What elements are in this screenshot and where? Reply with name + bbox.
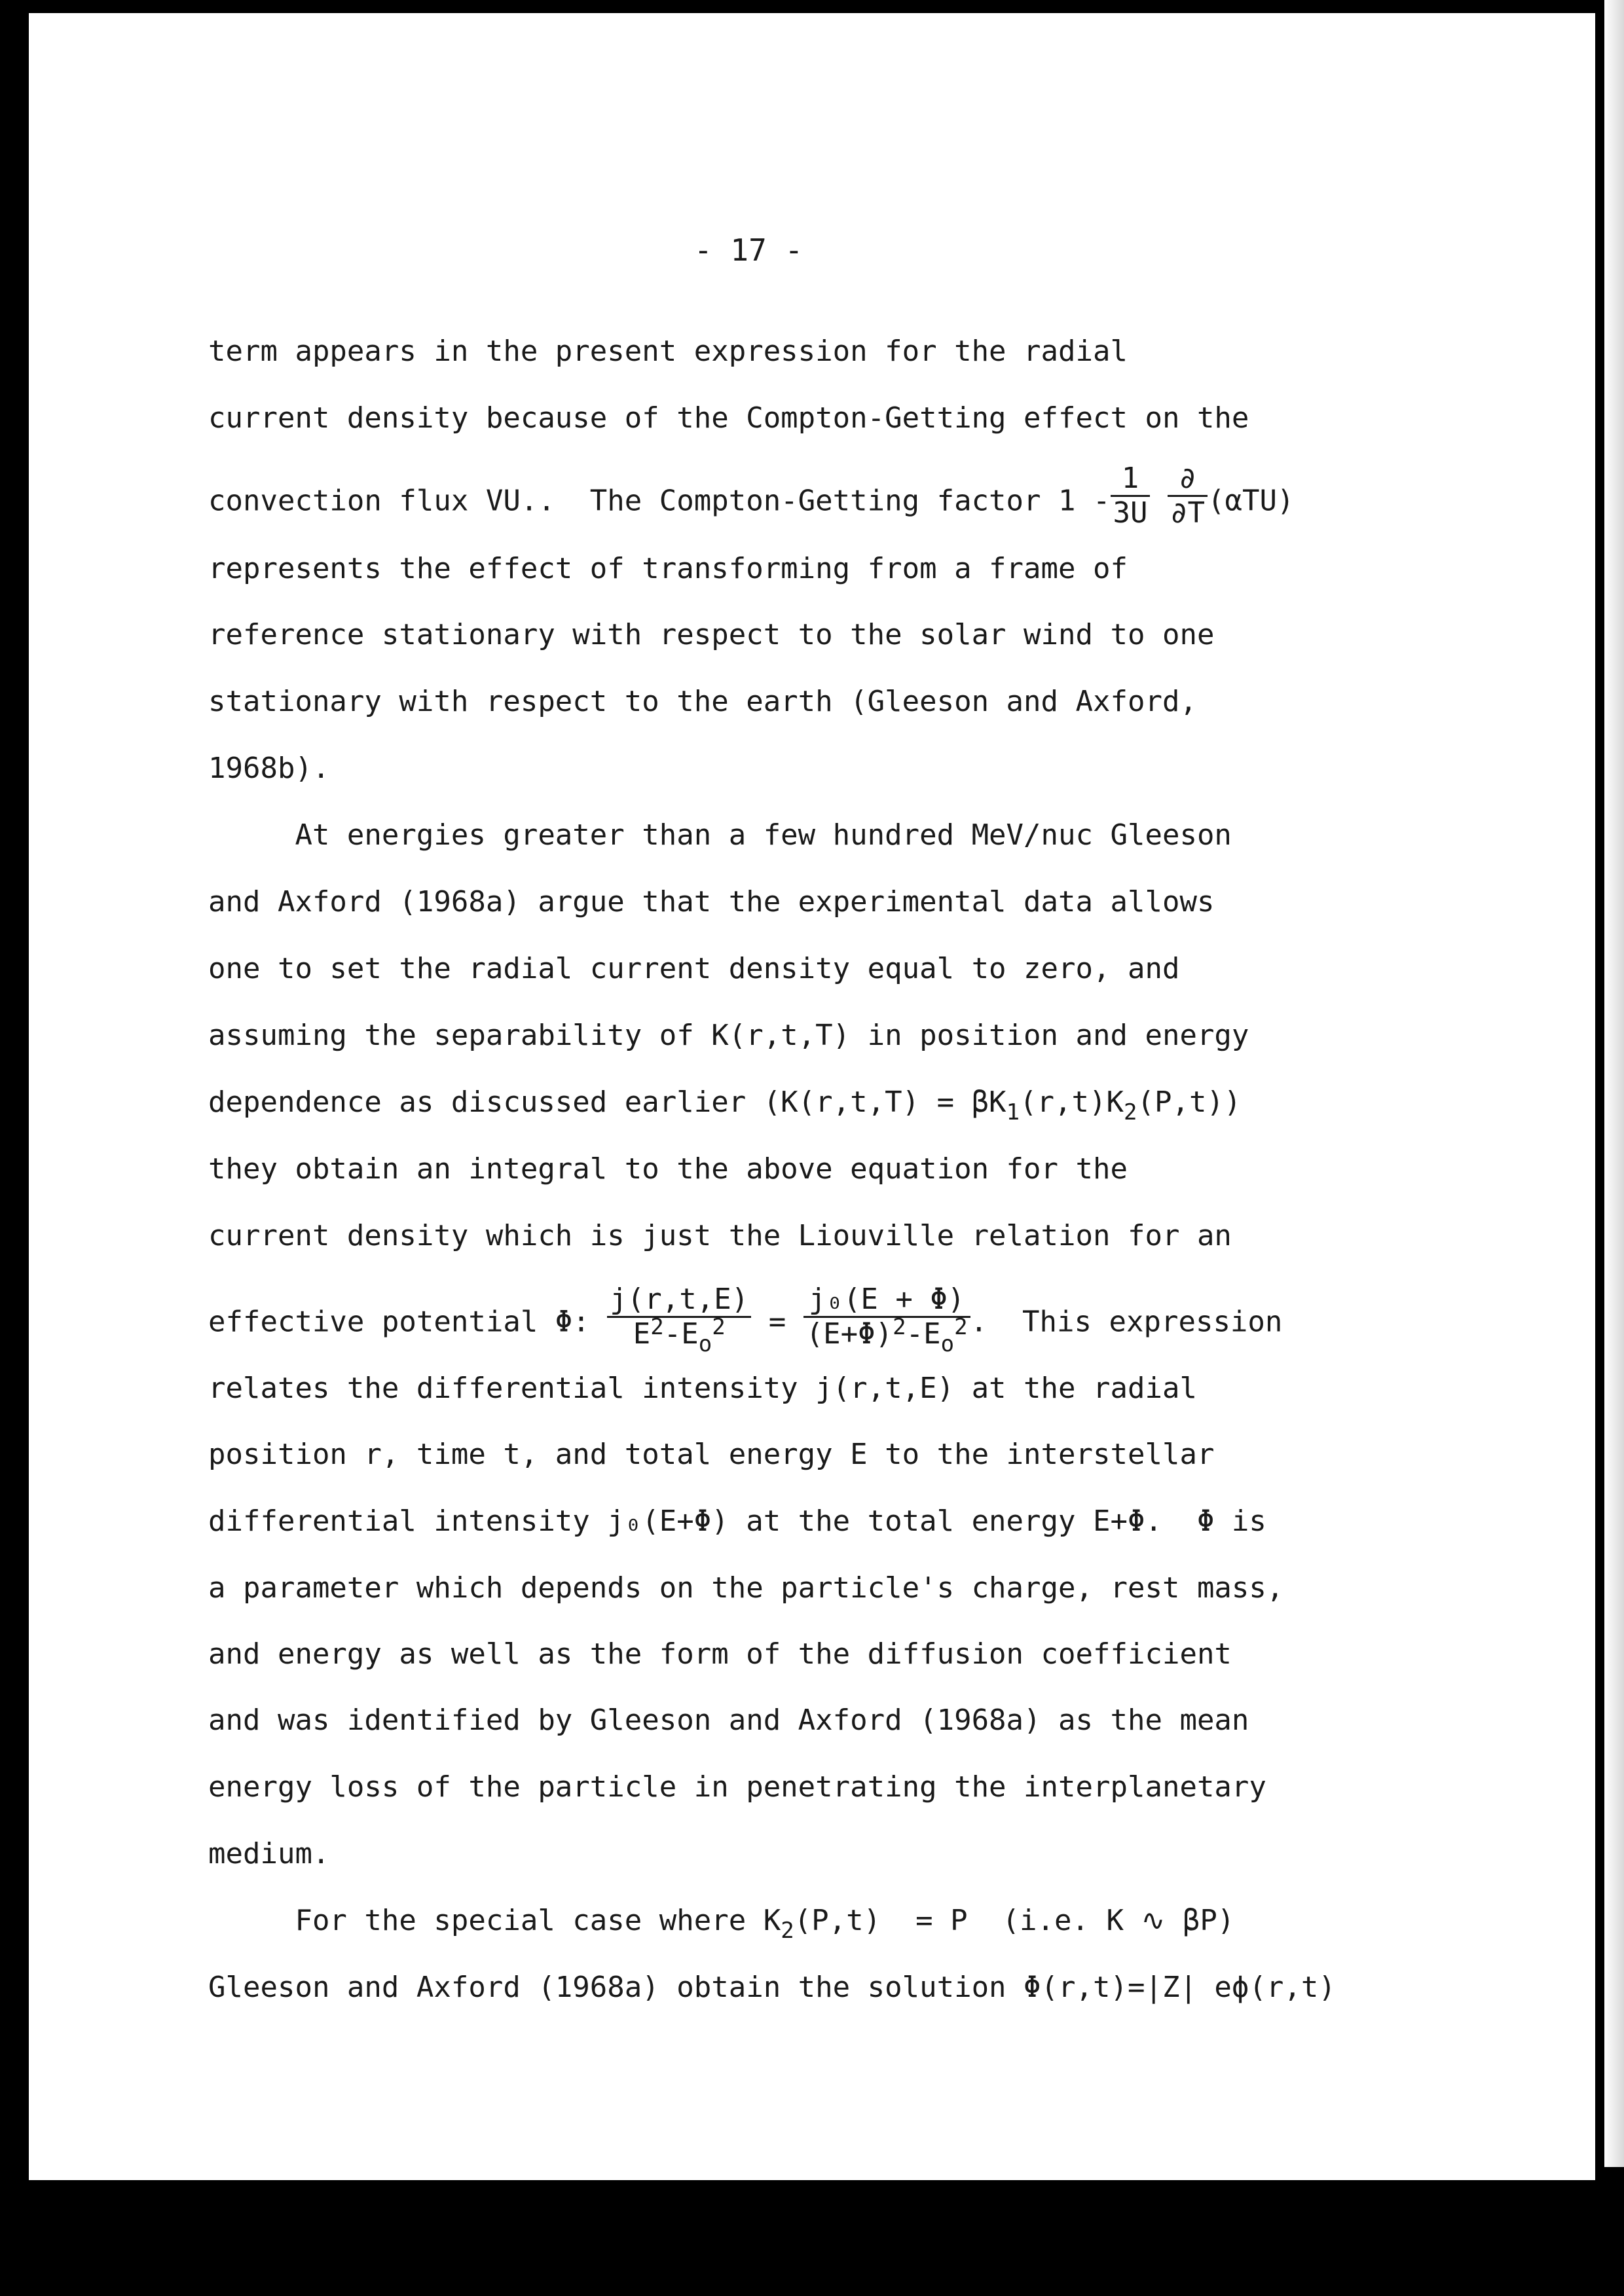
text-line-11: assuming the separability of K(r,t,T) in position and energy: [208, 1019, 1249, 1052]
den-part: -E: [906, 1317, 941, 1351]
fraction-numerator: j₀(E + Φ): [803, 1285, 970, 1318]
text-line-23: medium.: [208, 1837, 330, 1870]
superscript: 2: [954, 1314, 968, 1341]
subscript: 2: [781, 1918, 794, 1944]
text-line-21: and was identified by Gleeson and Axford (1968a) as the mean: [208, 1704, 1249, 1737]
den-part: E: [633, 1317, 651, 1351]
fraction-denominator: ∂T: [1170, 496, 1205, 530]
fraction-numerator: 1: [1111, 464, 1151, 497]
fraction-denominator: [803, 1314, 970, 1358]
fraction-numerator: j(r,t,E): [607, 1285, 751, 1318]
text-line-3-end: (αTU): [1207, 484, 1295, 518]
fraction-numerator: ∂: [1168, 464, 1208, 497]
text-line-2: current density because of the Compton-Getting effect on the: [208, 401, 1249, 435]
text-line-17: position r, time t, and total energy E to the interstellar: [208, 1438, 1215, 1471]
subscript: o: [940, 1331, 955, 1358]
text-line-25: Gleeson and Axford (1968a) obtain the solution Φ(r,t)=|Z| eϕ(r,t): [208, 1971, 1336, 2004]
text-line-10: one to set the radial current density equal to zero, and: [208, 952, 1180, 985]
text-line-12-mid: (r,t)K: [1020, 1085, 1124, 1119]
equals-sign: =: [751, 1305, 803, 1339]
den-part: -E: [663, 1317, 699, 1351]
superscript: 2: [893, 1314, 906, 1341]
text-line-15-end: . This expression: [970, 1305, 1283, 1339]
subscript: o: [698, 1331, 712, 1358]
superscript: 2: [712, 1314, 726, 1341]
text-line-20: and energy as well as the form of the diffusion coefficient: [208, 1637, 1232, 1671]
subscript: 2: [1124, 1099, 1137, 1125]
fraction-denominator: 3U: [1113, 496, 1148, 530]
liouville-fraction-2: [803, 1283, 970, 1358]
text-line-6: stationary with respect to the earth (Gleeson and Axford,: [208, 685, 1197, 718]
text-line-14: current density which is just the Liouville relation for an: [208, 1219, 1232, 1252]
subscript: 1: [1006, 1099, 1020, 1125]
text-line-8: At energies greater than a few hundred MeV/nuc Gleeson: [208, 818, 1232, 852]
liouville-fraction-1: [607, 1283, 751, 1358]
text-line-15-start: effective potential Φ:: [208, 1305, 608, 1339]
text-line-15: [208, 1283, 1452, 1358]
text-line-12-end: (P,t)): [1137, 1085, 1242, 1119]
text-line-24-end: (P,t) = P (i.e. K ∿ βP): [794, 1904, 1235, 1937]
text-line-24-start: For the special case where K: [208, 1904, 781, 1937]
text-line-4: represents the effect of transforming from a frame of: [208, 552, 1128, 585]
text-line-5: reference stationary with respect to the solar wind to one: [208, 618, 1215, 651]
text-line-7: 1968b).: [208, 752, 330, 785]
compton-fraction-2: [1168, 464, 1208, 528]
text-line-22: energy loss of the particle in penetrating the interplanetary: [208, 1770, 1266, 1804]
page-number: - 17 -: [694, 232, 803, 268]
text-line-12: [208, 1085, 1452, 1125]
compton-fraction-1: [1111, 464, 1151, 528]
text-line-3-start: convection flux VU.. The Compton-Getting factor 1 -: [208, 484, 1111, 518]
page-edge-shadow: [1604, 0, 1624, 2167]
text-line-13: they obtain an integral to the above equation for the: [208, 1152, 1128, 1186]
den-part: (E+Φ): [805, 1317, 893, 1351]
text-line-3: [208, 462, 1452, 535]
fraction-denominator: [607, 1314, 751, 1358]
text-line-12-start: dependence as discussed earlier (K(r,t,T) = βK: [208, 1085, 1006, 1119]
text-line-24: [208, 1904, 1452, 1944]
text-line-18: differential intensity j₀(E+Φ) at the total energy E+Φ. Φ is: [208, 1504, 1266, 1538]
text-line-19: a parameter which depends on the particle's charge, rest mass,: [208, 1571, 1284, 1605]
text-line-16: relates the differential intensity j(r,t,E) at the radial: [208, 1372, 1197, 1405]
text-line-1: term appears in the present expression for the radial: [208, 335, 1128, 368]
superscript: 2: [650, 1314, 664, 1341]
text-line-9: and Axford (1968a) argue that the experimental data allows: [208, 885, 1215, 919]
